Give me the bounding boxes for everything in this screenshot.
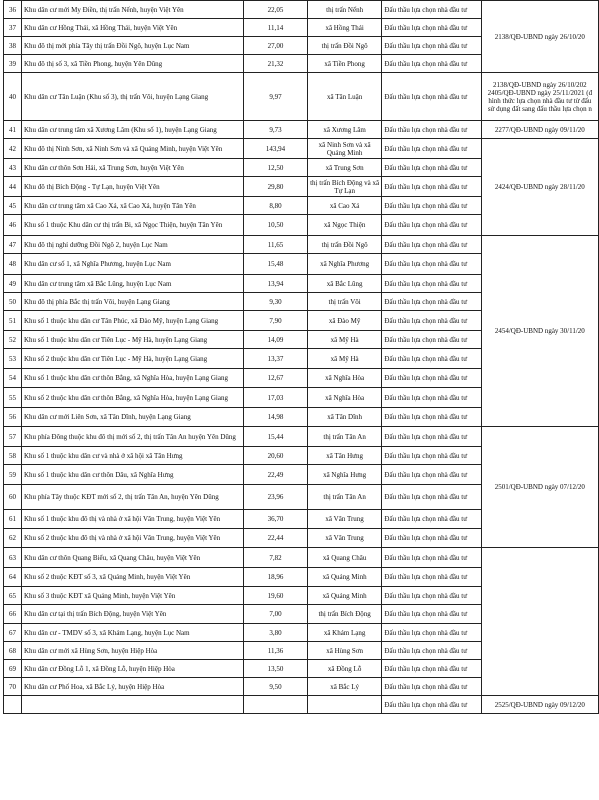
cell-project-name: Khu dân cư Hồng Thái, xã Hồng Thái, huyện Việt Yên: [21, 19, 243, 37]
cell-decision: [481, 696, 598, 714]
cell-stt: 43: [4, 159, 22, 177]
cell-project-name: Khu số 1 thuộc khu đô thị và nhà ở xã hội Vân Trung, huyện Việt Yên: [21, 510, 243, 529]
cell-area: 15,48: [244, 254, 308, 275]
cell-project-name: Khu đô thị số 3, xã Tiền Phong, huyện Yên Dũng: [21, 55, 243, 73]
cell-location: xã Bắc Lý: [307, 678, 382, 696]
cell-selection-form: Đấu thầu lựa chọn nhà đầu tư: [382, 408, 481, 427]
cell-selection-form: Đấu thầu lựa chọn nhà đầu tư: [382, 139, 481, 159]
cell-selection-form: Đấu thầu lựa chọn nhà đầu tư: [382, 19, 481, 37]
cell-location: xã Quảng Minh: [307, 568, 382, 587]
cell-area: 19,60: [244, 587, 308, 605]
cell-area: 7,82: [244, 548, 308, 568]
cell-project-name: Khu số 1 thuộc Khu dân cư thị trấn Bi, xã Ngọc Thiện, huyện Tân Yên: [21, 215, 243, 236]
cell-stt: 68: [4, 642, 22, 660]
decision-text: 2501/QĐ-UBND ngày 07/12/20: [494, 483, 585, 491]
cell-project-name: Khu đô thị Ninh Sơn, xã Ninh Sơn và xã Quảng Minh, huyện Việt Yên: [21, 139, 243, 159]
cell-project-name: Khu đô thị phía Bắc thị trấn Vôi, huyện Lạng Giang: [21, 293, 243, 311]
cell-area: 22,49: [244, 465, 308, 485]
cell-project-name: Khu dân cư mới Liên Sơn, xã Tân Dĩnh, huyện Lạng Giang: [21, 408, 243, 427]
cell-project-name: Khu số 2 thuộc khu đô thị và nhà ở xã hội Vân Trung, huyện Việt Yên: [21, 529, 243, 548]
cell-area: 22,05: [244, 1, 308, 19]
cell-project-name: Khu dân cư tại thị trấn Bích Động, huyện Việt Yên: [21, 605, 243, 624]
cell-stt: 53: [4, 349, 22, 369]
cell-location: xã Cao Xá: [307, 197, 382, 215]
cell-selection-form: Đấu thầu lựa chọn nhà đầu tư: [382, 1, 481, 19]
cell-selection-form: Đấu thầu lựa chọn nhà đầu tư: [382, 369, 481, 388]
cell-stt: 66: [4, 605, 22, 624]
cell-decision: [481, 427, 598, 548]
cell-selection-form: Đấu thầu lựa chọn nhà đầu tư: [382, 293, 481, 311]
cell-project-name: Khu dân cư - TMDV số 3, xã Khám Lạng, huyện Lục Nam: [21, 624, 243, 642]
cell-selection-form: Đấu thầu lựa chọn nhà đầu tư: [382, 121, 481, 139]
cell-area: 20,60: [244, 447, 308, 465]
cell-area: 17,03: [244, 388, 308, 408]
cell-selection-form: Đấu thầu lựa chọn nhà đầu tư: [382, 642, 481, 660]
cell-area: 23,96: [244, 485, 308, 510]
cell-location: xã Ngọc Thiện: [307, 215, 382, 236]
cell-area: 14,09: [244, 331, 308, 349]
cell-selection-form: Đấu thầu lựa chọn nhà đầu tư: [382, 605, 481, 624]
cell-location: xã Vân Trung: [307, 529, 382, 548]
cell-selection-form: Đấu thầu lựa chọn nhà đầu tư: [382, 55, 481, 73]
cell-decision: [481, 121, 598, 139]
cell-area: 11,65: [244, 236, 308, 254]
cell-stt: 36: [4, 1, 22, 19]
cell-location: xã Ninh Sơn và xã Quảng Minh: [307, 139, 382, 159]
cell-location: xã Nghĩa Hòa: [307, 388, 382, 408]
cell-stt: 62: [4, 529, 22, 548]
cell-stt: 52: [4, 331, 22, 349]
cell-location: xã Hùng Sơn: [307, 642, 382, 660]
cell-area: 21,32: [244, 55, 308, 73]
cell-stt: 47: [4, 236, 22, 254]
cell-location: thị trấn Đồi Ngô: [307, 236, 382, 254]
cell-location: xã Nghĩa Hưng: [307, 465, 382, 485]
cell-area: 11,14: [244, 19, 308, 37]
decision-text: 2277/QĐ-UBND ngày 09/11/20: [494, 125, 585, 134]
decision-text: 2454/QĐ-UBND ngày 30/11/20: [494, 327, 585, 335]
cell-project-name: Khu đô thị Bích Động - Tự Lạn, huyện Việt Yên: [21, 177, 243, 197]
cell-selection-form: Đấu thầu lựa chọn nhà đầu tư: [382, 73, 481, 121]
cell-stt: 67: [4, 624, 22, 642]
cell-project-name: Khu đô thị mới phía Tây thị trấn Đồi Ngô, huyện Lục Nam: [21, 37, 243, 55]
cell-stt: 37: [4, 19, 22, 37]
cell-area: 13,37: [244, 349, 308, 369]
cell-selection-form: Đấu thầu lựa chọn nhà đầu tư: [382, 177, 481, 197]
cell-stt: 39: [4, 55, 22, 73]
cell-project-name: Khu dân cư mới My Điền, thị trấn Nếnh, huyện Việt Yên: [21, 1, 243, 19]
cell-project-name: Khu số 3 thuộc KĐT xã Quảng Minh, huyện Việt Yên: [21, 587, 243, 605]
cell-location: thị trấn Nếnh: [307, 1, 382, 19]
cell-location: xã Nghĩa Hòa: [307, 369, 382, 388]
cell-project-name: [21, 696, 243, 714]
cell-stt: 54: [4, 369, 22, 388]
cell-stt: 61: [4, 510, 22, 529]
cell-area: 12,50: [244, 159, 308, 177]
cell-project-name: Khu số 1 thuộc khu dân cư Tân Phúc, xã Đào Mỹ, huyện Lạng Giang: [21, 311, 243, 331]
cell-stt: 41: [4, 121, 22, 139]
table-row: [4, 236, 599, 254]
cell-project-name: Khu số 1 thuộc khu dân cư thôn Bằng, xã Nghĩa Hòa, huyện Lạng Giang: [21, 369, 243, 388]
cell-location: xã Tiền Phong: [307, 55, 382, 73]
table-row: [4, 1, 599, 19]
cell-project-name: Khu số 1 thuộc khu dân cư thôn Dâu, xã Nghĩa Hưng: [21, 465, 243, 485]
cell-area: 14,98: [244, 408, 308, 427]
cell-location: xã Hồng Thái: [307, 19, 382, 37]
cell-location: xã Xương Lâm: [307, 121, 382, 139]
cell-project-name: Khu phía Tây thuộc KĐT mới số 2, thị trấn Tân An, huyện Yên Dũng: [21, 485, 243, 510]
cell-stt: 57: [4, 427, 22, 447]
cell-project-name: Khu dân cư Phố Hoa, xã Bắc Lý, huyện Hiệp Hòa: [21, 678, 243, 696]
cell-area: 8,80: [244, 197, 308, 215]
cell-stt: 70: [4, 678, 22, 696]
cell-stt: 64: [4, 568, 22, 587]
cell-stt: 48: [4, 254, 22, 275]
cell-location: thị trấn Đồi Ngô: [307, 37, 382, 55]
cell-location: thị trấn Vôi: [307, 293, 382, 311]
cell-selection-form: Đấu thầu lựa chọn nhà đầu tư: [382, 275, 481, 293]
cell-decision: [481, 73, 598, 121]
table-row: [4, 139, 599, 159]
cell-selection-form: Đấu thầu lựa chọn nhà đầu tư: [382, 510, 481, 529]
cell-selection-form: Đấu thầu lựa chọn nhà đầu tư: [382, 159, 481, 177]
cell-location: xã Đào Mỹ: [307, 311, 382, 331]
cell-stt: 58: [4, 447, 22, 465]
land-project-table: [3, 0, 599, 714]
cell-location: xã Trung Sơn: [307, 159, 382, 177]
cell-selection-form: Đấu thầu lựa chọn nhà đầu tư: [382, 349, 481, 369]
cell-selection-form: Đấu thầu lựa chọn nhà đầu tư: [382, 465, 481, 485]
cell-stt: 42: [4, 139, 22, 159]
cell-location: xã Đồng Lỗ: [307, 660, 382, 678]
cell-location: xã Quảng Minh: [307, 587, 382, 605]
cell-area: 13,50: [244, 660, 308, 678]
cell-selection-form: Đấu thầu lựa chọn nhà đầu tư: [382, 587, 481, 605]
cell-area: 36,70: [244, 510, 308, 529]
cell-location: xã Quang Châu: [307, 548, 382, 568]
cell-area: 15,44: [244, 427, 308, 447]
cell-location: thị trấn Bích Động: [307, 605, 382, 624]
cell-selection-form: Đấu thầu lựa chọn nhà đầu tư: [382, 197, 481, 215]
cell-project-name: Khu dân cư thôn Quang Biểu, xã Quang Châu, huyện Việt Yên: [21, 548, 243, 568]
cell-selection-form: Đấu thầu lựa chọn nhà đầu tư: [382, 660, 481, 678]
cell-project-name: Khu dân cư trung tâm xã Bắc Lũng, huyện Lục Nam: [21, 275, 243, 293]
cell-stt: 56: [4, 408, 22, 427]
cell-decision: [481, 139, 598, 236]
cell-selection-form: Đấu thầu lựa chọn nhà đầu tư: [382, 37, 481, 55]
cell-stt: 50: [4, 293, 22, 311]
cell-selection-form: Đấu thầu lựa chọn nhà đầu tư: [382, 215, 481, 236]
cell-area: 3,80: [244, 624, 308, 642]
table-row: [4, 121, 599, 139]
cell-selection-form: Đấu thầu lựa chọn nhà đầu tư: [382, 254, 481, 275]
cell-area: 7,90: [244, 311, 308, 331]
cell-stt: 40: [4, 73, 22, 121]
cell-project-name: Khu dân cư Đồng Lỗ 1, xã Đồng Lỗ, huyện Hiệp Hòa: [21, 660, 243, 678]
cell-area: 22,44: [244, 529, 308, 548]
cell-project-name: Khu dân cư Tân Luận (Khu số 3), thị trấn Vôi, huyện Lạng Giang: [21, 73, 243, 121]
cell-project-name: Khu số 2 thuộc khu dân cư thôn Bằng, xã Nghĩa Hòa, huyện Lạng Giang: [21, 388, 243, 408]
cell-stt: [4, 696, 22, 714]
cell-selection-form: Đấu thầu lựa chọn nhà đầu tư: [382, 678, 481, 696]
cell-selection-form: Đấu thầu lựa chọn nhà đầu tư: [382, 427, 481, 447]
cell-location: thị trấn Tân An: [307, 427, 382, 447]
cell-selection-form: Đấu thầu lựa chọn nhà đầu tư: [382, 624, 481, 642]
cell-location: xã Tân Dĩnh: [307, 408, 382, 427]
cell-stt: 60: [4, 485, 22, 510]
cell-location: xã Tân Hưng: [307, 447, 382, 465]
cell-area: 7,00: [244, 605, 308, 624]
cell-location: xã Bắc Lũng: [307, 275, 382, 293]
cell-project-name: Khu dân cư trung tâm xã Xương Lâm (Khu số 1), huyện Lạng Giang: [21, 121, 243, 139]
cell-area: 9,50: [244, 678, 308, 696]
cell-selection-form: Đấu thầu lựa chọn nhà đầu tư: [382, 568, 481, 587]
table-row: [4, 548, 599, 568]
cell-decision: [481, 236, 598, 427]
cell-project-name: Khu đô thị nghỉ dưỡng Đồi Ngô 2, huyện Lục Nam: [21, 236, 243, 254]
cell-area: 10,50: [244, 215, 308, 236]
cell-selection-form: Đấu thầu lựa chọn nhà đầu tư: [382, 447, 481, 465]
cell-project-name: Khu dân cư thôn Sơn Hải, xã Trung Sơn, huyện Việt Yên: [21, 159, 243, 177]
table-row: [4, 73, 599, 121]
cell-location: xã Mỹ Hà: [307, 349, 382, 369]
cell-project-name: Khu số 1 thuộc khu dân cư Tiên Lục - Mỹ Hà, huyện Lạng Giang: [21, 331, 243, 349]
cell-area: 143,94: [244, 139, 308, 159]
cell-decision: [481, 548, 598, 696]
cell-stt: 65: [4, 587, 22, 605]
cell-selection-form: Đấu thầu lựa chọn nhà đầu tư: [382, 485, 481, 510]
cell-stt: 38: [4, 37, 22, 55]
cell-location: xã Vân Trung: [307, 510, 382, 529]
cell-project-name: Khu số 2 thuộc khu dân cư Tiên Lục - Mỹ Hà, huyện Lạng Giang: [21, 349, 243, 369]
cell-project-name: Khu số 1 thuộc khu dân cư và nhà ở xã hội xã Tân Hưng: [21, 447, 243, 465]
cell-location: [307, 696, 382, 714]
cell-stt: 59: [4, 465, 22, 485]
cell-location: xã Khám Lạng: [307, 624, 382, 642]
cell-project-name: Khu dân cư số 1, xã Nghĩa Phương, huyện Lục Nam: [21, 254, 243, 275]
decision-text: 2138/QĐ-UBND ngày 26/10/202 2405/QĐ-UBND ngày 25/11/2021 (đ hình thức lựa chọn nhà đầu tư từ đấu sử dụng đất sang đấu thầu lựa chọn n: [487, 80, 593, 113]
cell-selection-form: Đấu thầu lựa chọn nhà đầu tư: [382, 388, 481, 408]
cell-stt: 69: [4, 660, 22, 678]
decision-text: 2424/QĐ-UBND ngày 28/11/20: [494, 183, 585, 191]
cell-project-name: Khu số 2 thuộc KĐT số 3, xã Quảng Minh, huyện Việt Yên: [21, 568, 243, 587]
cell-stt: 44: [4, 177, 22, 197]
cell-area: [244, 696, 308, 714]
cell-location: thị trấn Bích Động và xã Tự Lạn: [307, 177, 382, 197]
cell-stt: 45: [4, 197, 22, 215]
cell-area: 18,96: [244, 568, 308, 587]
cell-location: xã Nghĩa Phương: [307, 254, 382, 275]
cell-decision: [481, 1, 598, 73]
table-row: [4, 696, 599, 714]
cell-stt: 46: [4, 215, 22, 236]
decision-text: 2525/QĐ-UBND ngày 09/12/20: [494, 700, 585, 709]
cell-location: xã Mỹ Hà: [307, 331, 382, 349]
cell-selection-form: Đấu thầu lựa chọn nhà đầu tư: [382, 311, 481, 331]
cell-project-name: Khu dân cư trung tâm xã Cao Xá, xã Cao Xá, huyện Tân Yên: [21, 197, 243, 215]
cell-area: 12,67: [244, 369, 308, 388]
cell-stt: 51: [4, 311, 22, 331]
cell-selection-form: Đấu thầu lựa chọn nhà đầu tư: [382, 331, 481, 349]
cell-location: thị trấn Tân An: [307, 485, 382, 510]
cell-selection-form: Đấu thầu lựa chọn nhà đầu tư: [382, 696, 481, 714]
cell-project-name: Khu phía Đông thuộc khu đô thị mới số 2, thị trấn Tân An huyện Yên Dũng: [21, 427, 243, 447]
table-row: [4, 427, 599, 447]
cell-area: 11,36: [244, 642, 308, 660]
cell-area: 27,00: [244, 37, 308, 55]
decision-text: 2138/QĐ-UBND ngày 26/10/20: [494, 32, 585, 41]
cell-location: xã Tân Luận: [307, 73, 382, 121]
cell-selection-form: Đấu thầu lựa chọn nhà đầu tư: [382, 548, 481, 568]
cell-project-name: Khu dân cư mới xã Hùng Sơn, huyện Hiệp Hòa: [21, 642, 243, 660]
cell-stt: 55: [4, 388, 22, 408]
cell-area: 13,94: [244, 275, 308, 293]
cell-area: 9,97: [244, 73, 308, 121]
cell-selection-form: Đấu thầu lựa chọn nhà đầu tư: [382, 529, 481, 548]
cell-selection-form: Đấu thầu lựa chọn nhà đầu tư: [382, 236, 481, 254]
cell-stt: 49: [4, 275, 22, 293]
cell-area: 9,30: [244, 293, 308, 311]
cell-area: 29,80: [244, 177, 308, 197]
cell-area: 9,73: [244, 121, 308, 139]
cell-stt: 63: [4, 548, 22, 568]
